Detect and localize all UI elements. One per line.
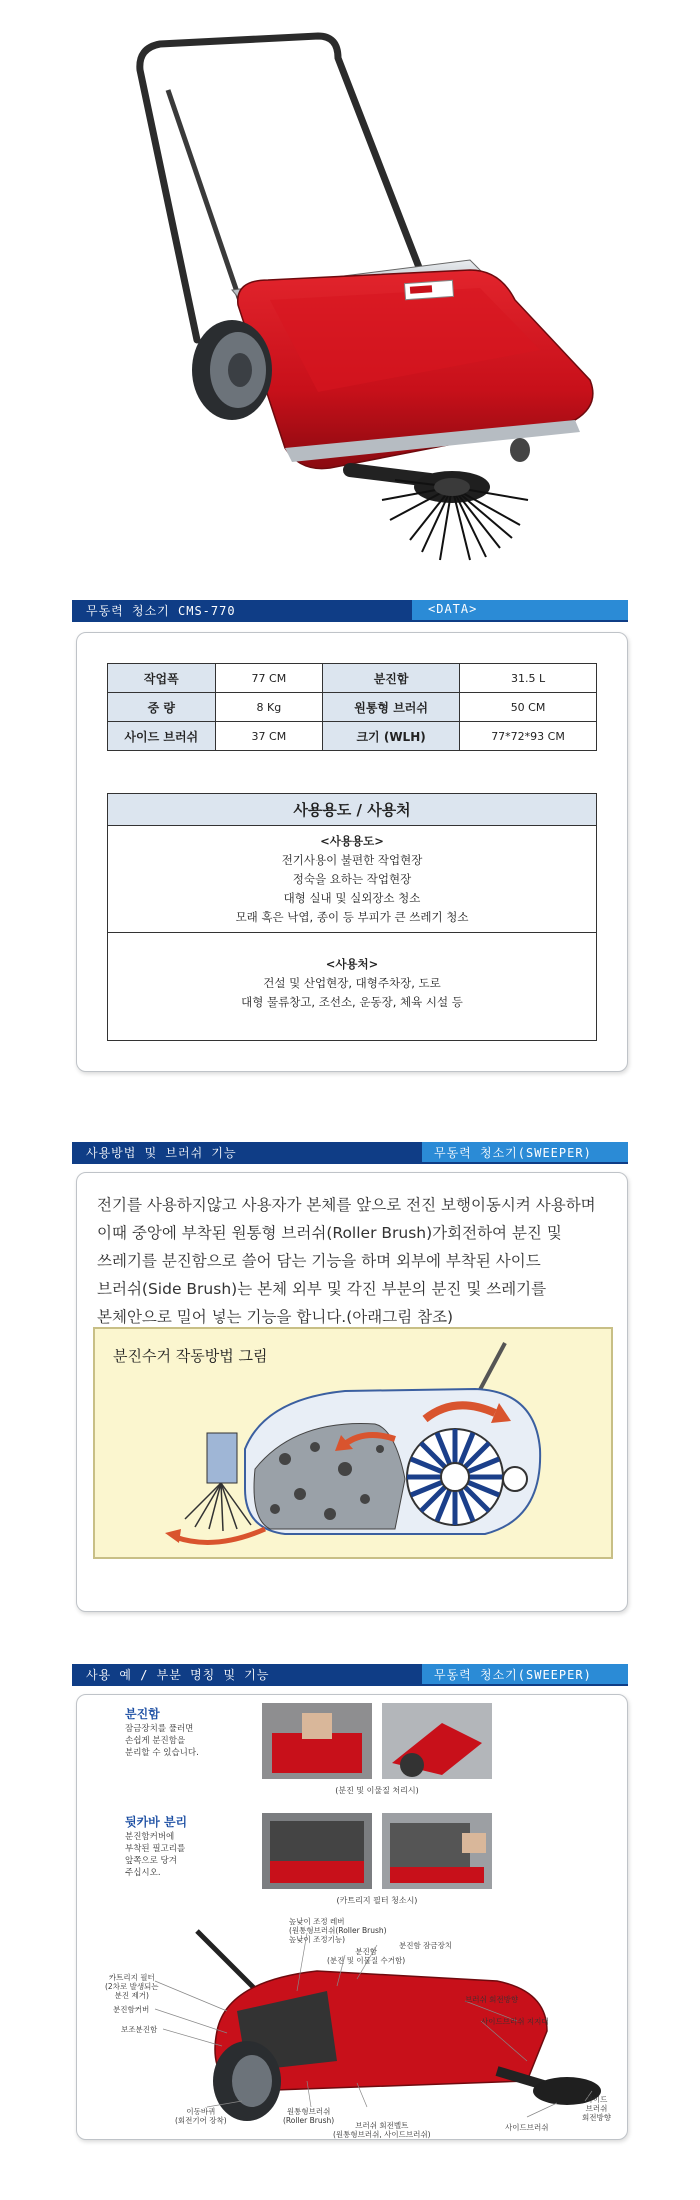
label-belt [333, 2121, 431, 2139]
spec-value: 77 CM [215, 664, 323, 693]
label-line: (원통형브러쉬, 사이드브러쉬) [333, 2130, 431, 2139]
label-line: 카트리지 필터 [108, 1973, 155, 1982]
label-filter [105, 1973, 159, 2000]
diagram-label: 분진수거 작동방법 그림 [113, 1347, 268, 1365]
spec-value: 8 Kg [215, 693, 323, 722]
label-height-lever [289, 1917, 387, 1944]
section-title: 사용 예 / 부분 명칭 및 기능 [86, 1668, 270, 1682]
text-line: 분리할 수 있습니다. [125, 1748, 199, 1758]
label-dustbox [327, 1947, 405, 1965]
method-description [97, 1191, 617, 1331]
divider [72, 1684, 628, 1686]
label-line: 회전방향 [582, 2113, 611, 2122]
label-side-brush: 사이드브러쉬 [505, 2123, 549, 2132]
place-title: <사용처> [325, 957, 379, 971]
dustbox-text [125, 1723, 199, 1759]
spec-key: 중 량 [108, 693, 216, 722]
spec-key: 원통형 브러쉬 [323, 693, 460, 722]
usage-purpose-block [108, 826, 596, 932]
spec-key: 사이드 브러쉬 [108, 722, 216, 751]
text-line: 잠금장치를 풀러면 [125, 1724, 194, 1734]
text-line: 앞쪽으로 당겨 [125, 1856, 177, 1866]
label-line: 분진함 [355, 1947, 377, 1956]
label-rotate-direction: 브러쉬 회전방향 [465, 1995, 519, 2004]
cover-caption: (카트리지 필터 청소시) [336, 1896, 418, 1905]
label-line: 브러쉬 회전벨트 [355, 2121, 409, 2130]
cover-text [125, 1831, 185, 1879]
section-header-method [72, 1142, 628, 1162]
description-line: 전기를 사용하지않고 사용자가 본체를 앞으로 전진 보행이동시켜 사용하며 [97, 1196, 596, 1214]
purpose-title: <사용용도> [320, 834, 384, 848]
purpose-item: 대형 실내 및 실외장소 청소 [283, 891, 421, 905]
section-header-parts [72, 1664, 628, 1684]
label-wheel [175, 2107, 227, 2125]
spec-panel [76, 632, 628, 1072]
product-photo [0, 0, 700, 590]
label-roller [283, 2107, 334, 2125]
sweeping-diagram [93, 1327, 613, 1559]
spec-table [107, 663, 597, 751]
usage-box [107, 793, 597, 1041]
label-cover: 분진함커버 [113, 2005, 150, 2014]
label-line: (분진 및 이물질 수거함) [327, 1956, 406, 1965]
section-title: 무동력 청소기 CMS-770 [86, 604, 236, 618]
section-right-label: 무동력 청소기(SWEEPER) [434, 1146, 592, 1160]
label-line: 사이드 [585, 2095, 608, 2104]
purpose-item: 모래 혹은 낙엽, 종이 등 부피가 큰 쓰레기 청소 [235, 910, 469, 924]
parts-panel [76, 1694, 628, 2140]
usage-title: 사용용도 / 사용처 [108, 794, 596, 826]
divider [72, 620, 628, 622]
text-line: 주십시오. [125, 1868, 161, 1878]
cover-photo-1 [262, 1813, 372, 1889]
text-line: 손쉽게 분진함을 [125, 1736, 186, 1746]
label-side-direction [582, 2095, 611, 2122]
cover-heading: 뒷카바 분리 [125, 1815, 188, 1829]
dustbox-photo-1 [262, 1703, 372, 1779]
place-item: 건설 및 산업현장, 대형주차장, 도로 [263, 976, 441, 990]
spec-key: 크기 (WLH) [323, 722, 460, 751]
description-line: 쓰레기를 분진함으로 쓸어 담는 기능을 하며 외부에 부착된 사이드 [97, 1252, 541, 1270]
text-line: 분진함커버에 [125, 1832, 175, 1842]
label-aux-dustbox: 보조분진함 [121, 2025, 158, 2034]
label-lock: 분진함 잠금장치 [399, 1941, 453, 1950]
description-line: 이때 중앙에 부착된 원통형 브러쉬(Roller Brush)가회전하여 분진 및 [97, 1224, 562, 1242]
description-line: 브러쉬(Side Brush)는 본체 외부 및 각진 부분의 분진 및 쓰레기를 [97, 1280, 547, 1298]
label-line: (원통형브러쉬(Roller Brush) [289, 1926, 387, 1935]
label-line: 브러쉬 [585, 2104, 608, 2113]
spec-key: 작업폭 [108, 664, 216, 693]
method-panel [76, 1172, 628, 1612]
spec-value: 37 CM [215, 722, 323, 751]
label-line: (회전기어 장착) [175, 2116, 227, 2125]
usage-place-block [108, 932, 596, 1012]
table-row [108, 693, 597, 722]
section-header-data [72, 600, 628, 620]
dustbox-photo-2 [382, 1703, 492, 1779]
divider [72, 1162, 628, 1164]
section-right-label: 무동력 청소기(SWEEPER) [434, 1668, 592, 1682]
label-line: (Roller Brush) [283, 2116, 335, 2125]
dustbox-heading: 분진함 [125, 1707, 160, 1721]
table-row [108, 664, 597, 693]
label-line: 높낮이 조정 레버 [289, 1917, 345, 1926]
purpose-item: 정숙을 요하는 작업현장 [292, 872, 412, 886]
spec-value: 31.5 L [460, 664, 597, 693]
purpose-item: 전기사용이 불편한 작업현장 [281, 853, 423, 867]
sweeper-cutaway-illustration [95, 1329, 611, 1557]
cover-photo-2 [382, 1813, 492, 1889]
section-title: 사용방법 및 브러쉬 기능 [86, 1146, 237, 1160]
place-item: 대형 물류창고, 조선소, 운동장, 체육 시설 등 [241, 995, 463, 1009]
description-line: 본체안으로 밀어 넣는 기능을 합니다.(아래그림 참조) [97, 1308, 454, 1326]
label-side-holder: 사이드브러쉬 지지대 [481, 2017, 549, 2026]
spec-value: 50 CM [460, 693, 597, 722]
text-line: 부착된 필고리를 [125, 1844, 186, 1854]
spec-value: 77*72*93 CM [460, 722, 597, 751]
label-line: (2차로 발생되는 [105, 1982, 159, 1991]
dustbox-caption: (분진 및 이물질 처리시) [335, 1786, 419, 1795]
section-right-label: <DATA> [428, 602, 478, 616]
label-line: 이동바퀴 [186, 2107, 216, 2116]
spec-key: 분진함 [323, 664, 460, 693]
label-line: 원통형브러쉬 [286, 2107, 331, 2116]
label-line: 분진 제거) [114, 1991, 149, 2000]
label-line: 높낮이 조정기능) [289, 1935, 346, 1944]
table-row [108, 722, 597, 751]
